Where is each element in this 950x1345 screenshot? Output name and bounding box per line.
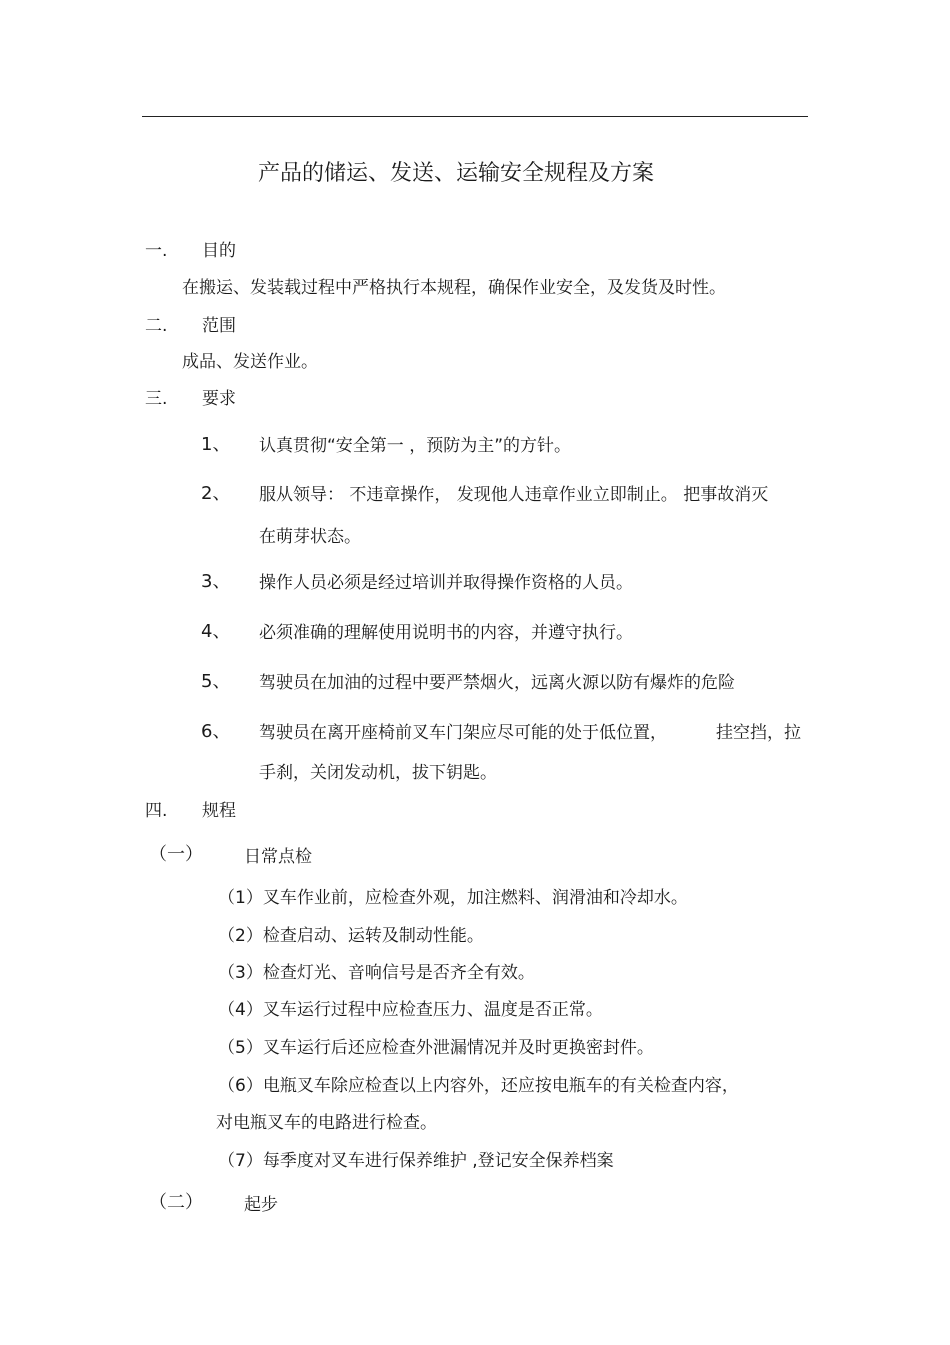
requirement-text: 驾驶员在离开座椅前叉车门架应尽可能的处于低位置，	[259, 723, 667, 743]
check-item-continued: 对电瓶叉车的电路进行检查。	[216, 1113, 437, 1133]
section-heading-scope: 范围	[202, 316, 236, 336]
requirement-number: 1、	[201, 434, 231, 455]
check-item: （3）检查灯光、音响信号是否齐全有效。	[218, 963, 535, 983]
section-number-4: 四.	[145, 801, 168, 821]
check-item: （7）每季度对叉车进行保养维护 ,登记安全保养档案	[218, 1151, 614, 1171]
check-item: （4）叉车运行过程中应检查压力、温度是否正常。	[218, 1000, 603, 1020]
requirement-text: 认真贯彻“安全第一 ，预防为主”的方针。	[259, 436, 572, 456]
requirement-number: 6、	[201, 721, 231, 742]
document-title: 产品的储运、发送、运输安全规程及方案	[258, 161, 655, 186]
requirement-number: 5、	[201, 671, 231, 692]
requirement-number: 3、	[201, 571, 231, 592]
subsection-number: （二）	[149, 1192, 203, 1213]
subsection-heading-start: 起步	[244, 1195, 278, 1215]
check-item: （6）电瓶叉车除应检查以上内容外，还应按电瓶车的有关检查内容，	[218, 1076, 739, 1096]
requirement-text: 必须准确的理解使用说明书的内容，并遵守执行。	[259, 623, 633, 643]
requirement-text: 操作人员必须是经过培训并取得操作资格的人员。	[259, 573, 633, 593]
section-body-purpose: 在搬运、发装载过程中严格执行本规程，确保作业安全，及发货及时性。	[182, 278, 726, 298]
section-number-2: 二.	[145, 316, 168, 336]
requirement-text-tail: 挂空挡，拉	[716, 723, 801, 743]
requirement-text: 服从领导： 不违章操作， 发现他人违章作业立即制止。 把事故消灭	[259, 485, 769, 505]
check-item: （5）叉车运行后还应检查外泄漏情况并及时更换密封件。	[218, 1038, 654, 1058]
section-number-1: 一.	[145, 241, 168, 261]
subsection-heading-daily-check: 日常点检	[244, 847, 312, 867]
header-rule	[142, 116, 808, 117]
requirement-number: 4、	[201, 621, 231, 642]
requirement-number: 2、	[201, 483, 231, 504]
check-item: （2）检查启动、运转及制动性能。	[218, 926, 484, 946]
section-heading-requirements: 要求	[202, 389, 236, 409]
section-heading-purpose: 目的	[202, 241, 236, 261]
subsection-number: （一）	[149, 844, 203, 865]
section-number-3: 三.	[145, 389, 168, 409]
requirement-text: 驾驶员在加油的过程中要严禁烟火，远离火源以防有爆炸的危险	[259, 673, 735, 693]
check-item: （1）叉车作业前，应检查外观，加注燃料、润滑油和冷却水。	[218, 888, 688, 908]
section-heading-procedures: 规程	[202, 801, 236, 821]
requirement-text-continued: 在萌芽状态。	[259, 527, 361, 547]
requirement-text-continued: 手刹，关闭发动机，拔下钥匙。	[259, 763, 497, 783]
section-body-scope: 成品、发送作业。	[182, 352, 318, 372]
